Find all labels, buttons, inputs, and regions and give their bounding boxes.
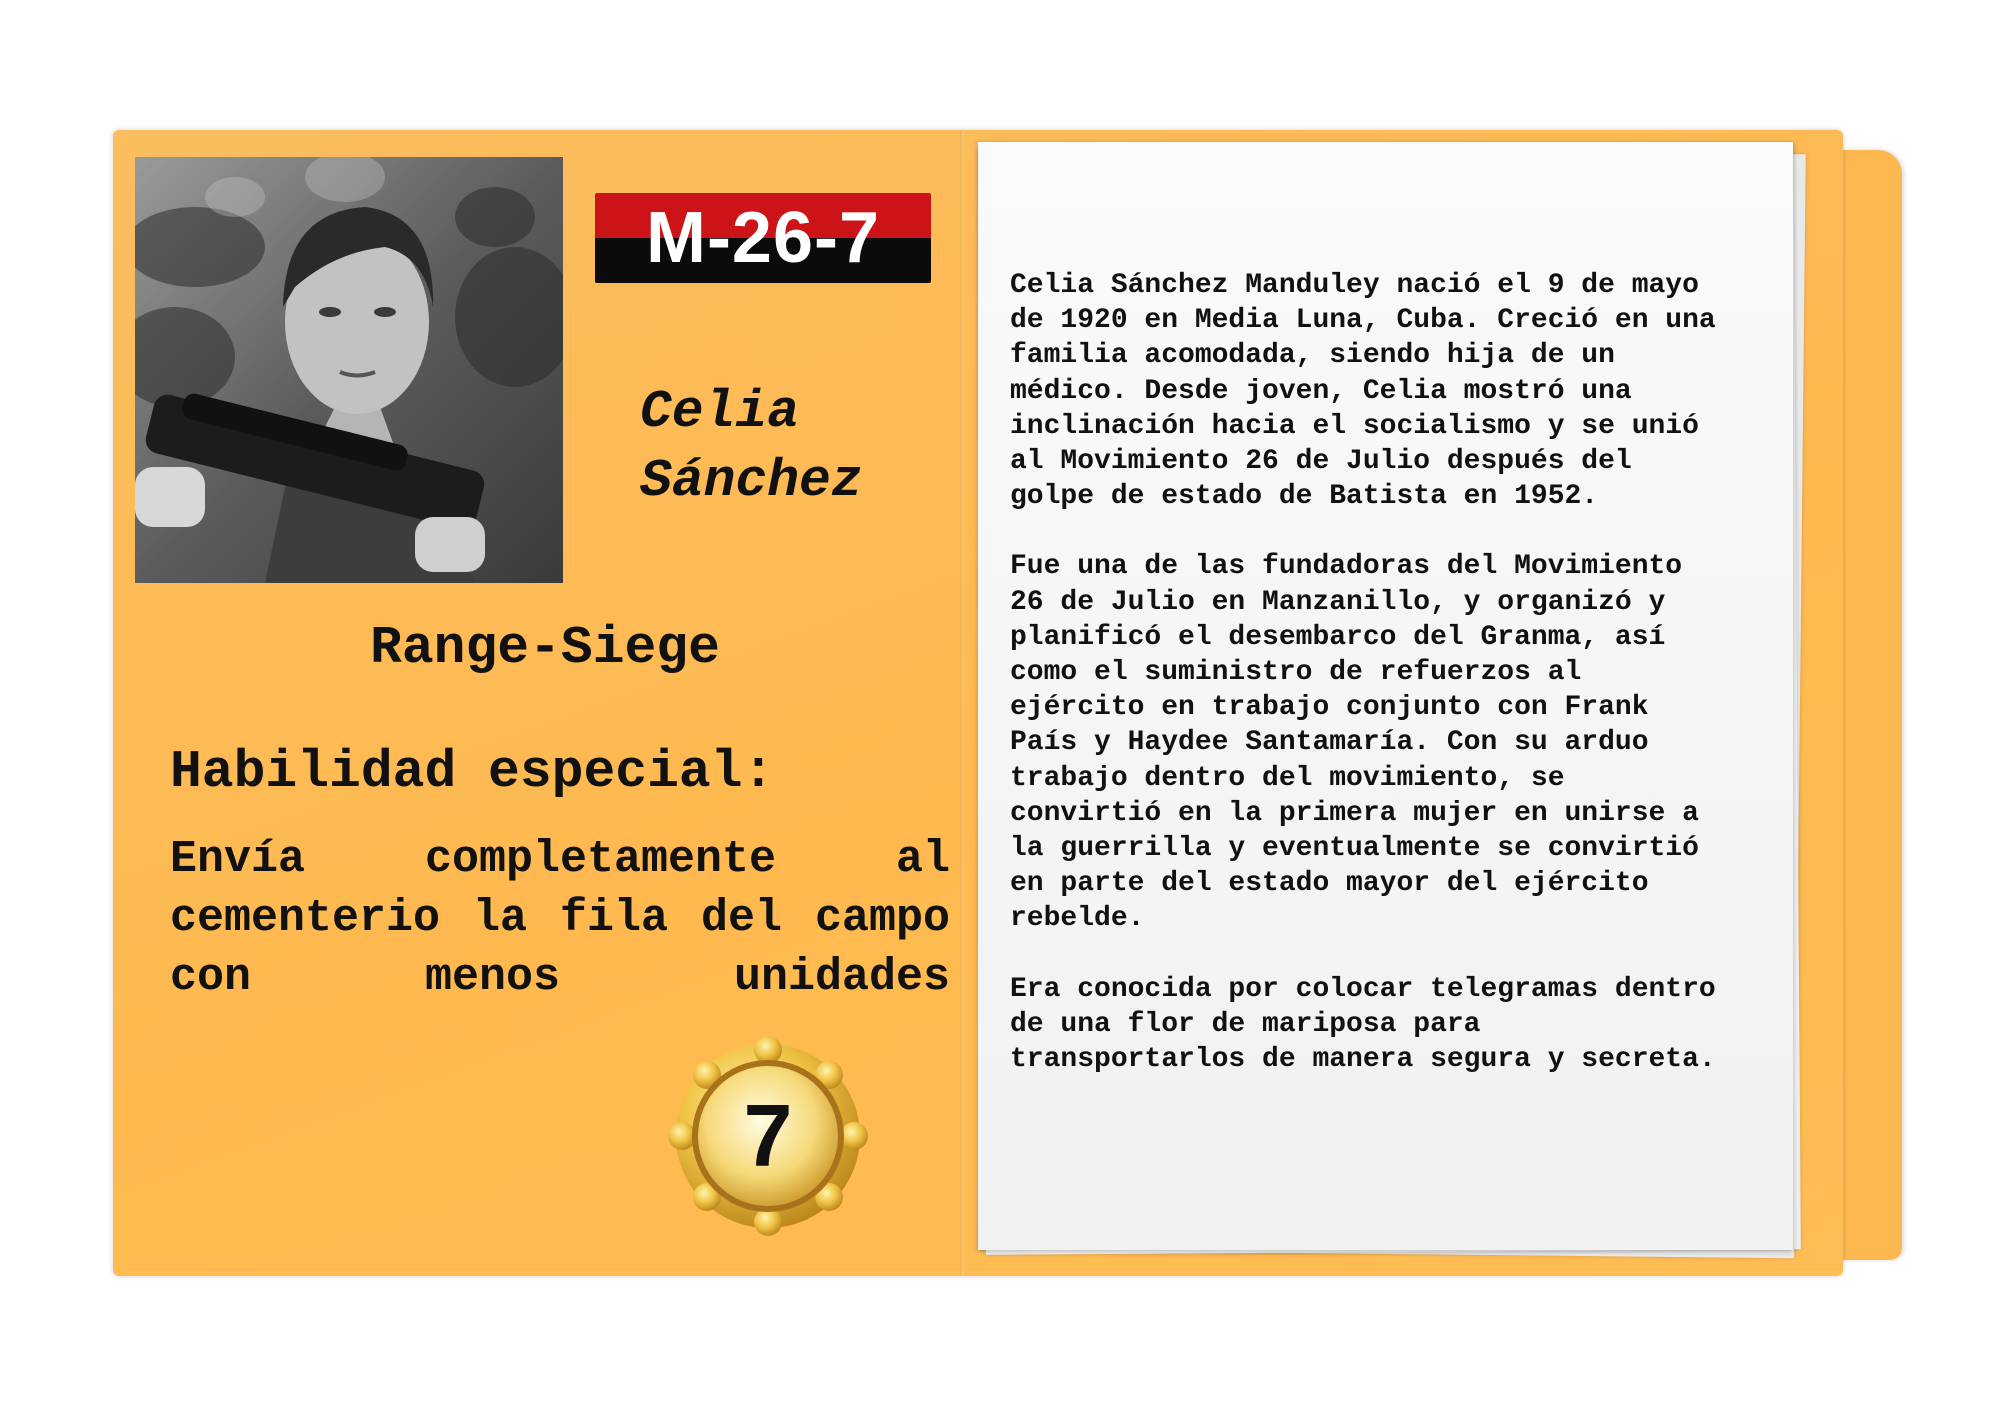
skill-title: Habilidad especial: <box>170 742 775 802</box>
folder-fold <box>960 130 964 1276</box>
bio-paragraph: Celia Sánchez Manduley nació el 9 de mayo de 1920 en Media Luna, Cuba. Creció en una familia acomodada, siendo hija de un médico. Desde joven, Celia mostró una inclinación hacia el socialismo y se unió al Movimiento 26 de Julio después del golpe de estado de Batista en 1952. <box>1010 270 1716 513</box>
badge-text: M-26-7 <box>645 198 881 278</box>
portrait-photo <box>135 157 563 583</box>
bio-paragraph: Era conocida por colocar telegramas dentro de una flor de mariposa para transportarlos de manera segura y secreta. <box>1010 973 1716 1076</box>
bio-paragraph: Fue una de las fundadoras del Movimiento 26 de Julio en Manzanillo, y organizó y planificó el desembarco del Granma, así como el suministro de refuerzos al ejército en trabajo conjunto con Frank País y Haydee Santamaría. Con su arduo trabajo dentro del movimiento, se convirtió en la primera mujer en unirse a la guerrilla y eventualmente se convirtió en parte del estado mayor del ejército rebelde. <box>1010 551 1699 935</box>
skill-description: Envía completamente al cementerio la fila del campo con menos unidades <box>170 834 950 1003</box>
character-name-last: Sánchez <box>640 451 863 511</box>
character-name-first: Celia <box>640 382 800 442</box>
unit-value: 7 <box>743 1086 793 1185</box>
unit-role: Range-Siege <box>370 618 720 678</box>
biography-text <box>1010 268 1780 1112</box>
character-name <box>640 378 970 516</box>
m-26-7-badge <box>595 193 931 283</box>
